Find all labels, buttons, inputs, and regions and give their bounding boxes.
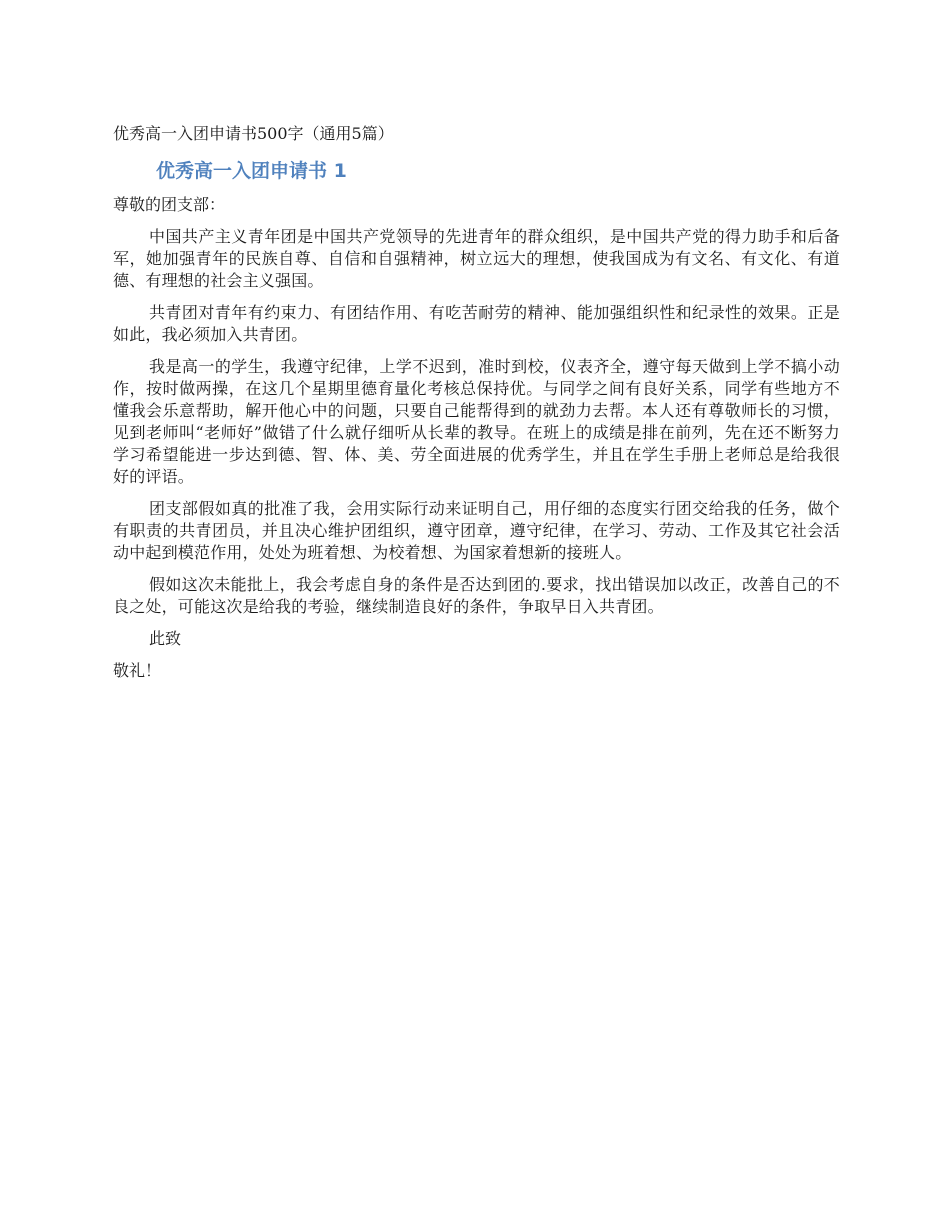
body-paragraph-5: 假如这次未能批上，我会考虑自身的条件是否达到团的.要求，找出错误加以改正，改善自己的不良之处，可能这次是给我的考验，继续制造良好的条件，争取早日入共青团。 [113, 575, 840, 616]
regards-line: 敬礼！ [113, 661, 162, 680]
body-paragraph-2: 共青团对青年有约束力、有团结作用、有吃苦耐劳的精神、能加强组织性和纪录性的效果。正是如此，我必须加入共青团。 [113, 303, 840, 344]
closing-line: 此致 [149, 629, 182, 648]
body-paragraph-3: 我是高一的学生，我遵守纪律，上学不迟到，准时到校，仪表齐全，遵守每天做到上学不搞小动作，按时做两操，在这几个星期里德育量化考核总保持优。与同学之间有良好关系，同学有些地方不懂我会乐意帮助，解开他心中的问题，只要自己能帮得到的就劲力去帮。本人还有尊敬师长的习惯，见到老师叫“老师好”做错了什么就仔细听从长辈的教导。在班上的成绩是排在前列，先在还不断努力学习希望能进一步达到德、智、体、美、劳全面进展的优秀学生，并且在学生手册上老师总是给我很好的评语。 [113, 357, 840, 486]
document-title: 优秀高一入团申请书500字（通用5篇） [113, 124, 394, 143]
salutation: 尊敬的团支部： [113, 195, 226, 214]
body-paragraph-1: 中国共产主义青年团是中国共产党领导的先进青年的群众组织，是中国共产党的得力助手和后备军，她加强青年的民族自尊、自信和自强精神，树立远大的理想，使我国成为有文名、有文化、有道德、有理想的社会主义强国。 [113, 227, 840, 290]
section-heading: 优秀高一入团申请书 1 [156, 160, 347, 182]
body-paragraph-4: 团支部假如真的批准了我，会用实际行动来证明自己，用仔细的态度实行团交给我的任务，做个有职责的共青团员，并且决心维护团组织，遵守团章，遵守纪律，在学习、劳动、工作及其它社会活动中起到模范作用，处处为班着想、为校着想、为国家着想新的接班人。 [113, 499, 840, 562]
document-page [113, 122, 840, 682]
